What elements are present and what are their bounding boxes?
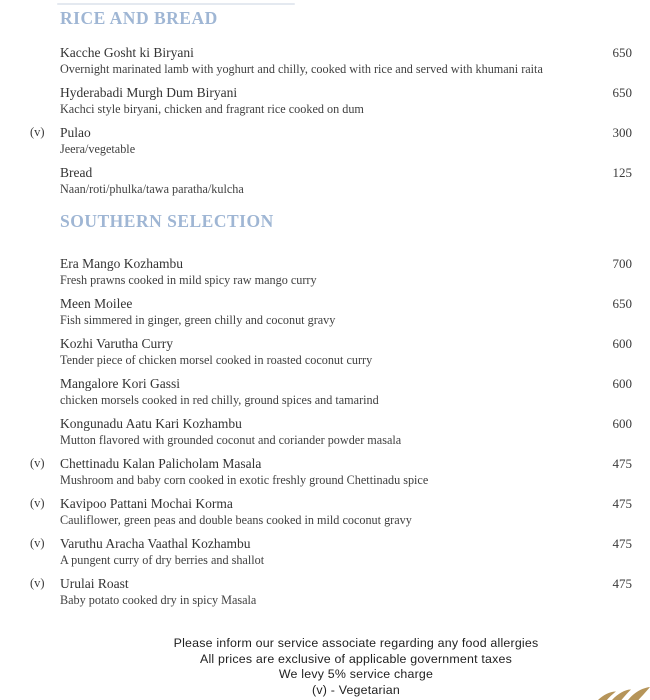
item-text bbox=[60, 375, 580, 408]
item-price: 300 bbox=[612, 125, 632, 140]
veg-marker: (v) bbox=[30, 496, 45, 510]
item-description: Cauliflower, green peas and double beans cooked in mild coconut gravy bbox=[60, 513, 412, 527]
gold-logo-fragment bbox=[598, 685, 650, 700]
item-name: Era Mango Kozhambu bbox=[60, 256, 183, 271]
item-text bbox=[60, 255, 580, 288]
menu-item bbox=[30, 455, 632, 488]
item-text bbox=[60, 495, 580, 528]
item-description: chicken morsels cooked in red chilly, ground spices and tamarind bbox=[60, 393, 379, 407]
item-text bbox=[60, 124, 580, 157]
item-text bbox=[60, 575, 580, 608]
item-name: Kongunadu Aatu Kari Kozhambu bbox=[60, 416, 242, 431]
item-price: 475 bbox=[612, 456, 632, 471]
veg-marker: (v) bbox=[30, 125, 45, 139]
cropped-text-remnant bbox=[57, 3, 295, 5]
item-name: Mangalore Kori Gassi bbox=[60, 376, 180, 391]
item-description: Overnight marinated lamb with yoghurt and chilly, cooked with rice and served with khumani raita bbox=[60, 62, 543, 76]
section-items bbox=[30, 255, 632, 608]
item-text bbox=[60, 535, 580, 568]
item-name: Hyderabadi Murgh Dum Biryani bbox=[60, 85, 238, 100]
item-name: Pulao bbox=[60, 125, 91, 140]
veg-marker: (v) bbox=[30, 456, 45, 470]
menu-item bbox=[30, 495, 632, 528]
item-price: 650 bbox=[612, 45, 632, 60]
item-text bbox=[60, 455, 580, 488]
item-description: A pungent curry of dry berries and shallot bbox=[60, 553, 265, 567]
footer-notes bbox=[0, 636, 650, 698]
item-price: 475 bbox=[612, 576, 632, 591]
item-name: Chettinadu Kalan Palicholam Masala bbox=[60, 456, 262, 471]
veg-marker: (v) bbox=[30, 536, 45, 550]
item-description: Jeera/vegetable bbox=[60, 142, 136, 156]
item-description: Baby potato cooked dry in spicy Masala bbox=[60, 593, 257, 607]
menu-item bbox=[30, 295, 632, 328]
item-text bbox=[60, 335, 580, 368]
footer-line: Please inform our service associate regarding any food allergies bbox=[173, 636, 539, 650]
item-text bbox=[60, 295, 580, 328]
item-name: Varuthu Aracha Vaathal Kozhambu bbox=[60, 536, 251, 551]
item-price: 700 bbox=[612, 256, 632, 271]
section-items bbox=[30, 44, 632, 197]
menu-item bbox=[30, 535, 632, 568]
menu-item bbox=[30, 575, 632, 608]
menu-item bbox=[30, 375, 632, 408]
item-price: 600 bbox=[612, 416, 632, 431]
item-price: 650 bbox=[612, 296, 632, 311]
item-description: Kachci style biryani, chicken and fragrant rice cooked on dum bbox=[60, 102, 364, 116]
item-price: 600 bbox=[612, 336, 632, 351]
item-name: Kozhi Varutha Curry bbox=[60, 336, 173, 351]
item-price: 475 bbox=[612, 496, 632, 511]
item-description: Mutton flavored with grounded coconut and coriander powder masala bbox=[60, 433, 402, 447]
section-title: SOUTHERN SELECTION bbox=[60, 211, 274, 231]
item-price: 600 bbox=[612, 376, 632, 391]
item-description: Fresh prawns cooked in mild spicy raw mango curry bbox=[60, 273, 317, 287]
item-name: Urulai Roast bbox=[60, 576, 129, 591]
item-name: Bread bbox=[60, 165, 93, 180]
item-price: 125 bbox=[612, 165, 632, 180]
menu-item bbox=[30, 335, 632, 368]
menu-item bbox=[30, 124, 632, 157]
item-text bbox=[60, 164, 580, 197]
menu-section bbox=[30, 211, 632, 608]
menu-item bbox=[30, 164, 632, 197]
menu-item bbox=[30, 255, 632, 288]
item-description: Naan/roti/phulka/tawa paratha/kulcha bbox=[60, 182, 244, 196]
item-name: Kacche Gosht ki Biryani bbox=[60, 45, 194, 60]
menu-section bbox=[30, 8, 632, 197]
section-title: RICE AND BREAD bbox=[60, 8, 218, 28]
veg-marker: (v) bbox=[30, 576, 45, 590]
item-description: Mushroom and baby corn cooked in exotic freshly ground Chettinadu spice bbox=[60, 473, 429, 487]
item-name: Kavipoo Pattani Mochai Korma bbox=[60, 496, 233, 511]
item-description: Fish simmered in ginger, green chilly and coconut gravy bbox=[60, 313, 336, 327]
menu-item bbox=[30, 415, 632, 448]
item-text bbox=[60, 44, 580, 77]
item-text bbox=[60, 415, 580, 448]
item-price: 650 bbox=[612, 85, 632, 100]
item-name: Meen Moilee bbox=[60, 296, 133, 311]
footer-line: (v) - Vegetarian bbox=[312, 682, 400, 697]
item-description: Tender piece of chicken morsel cooked in roasted coconut curry bbox=[60, 353, 373, 367]
footer-line: All prices are exclusive of applicable government taxes bbox=[200, 651, 512, 666]
menu-item bbox=[30, 44, 632, 77]
item-price: 475 bbox=[612, 536, 632, 551]
item-text bbox=[60, 84, 580, 117]
menu-item bbox=[30, 84, 632, 117]
footer-line: We levy 5% service charge bbox=[278, 667, 434, 682]
